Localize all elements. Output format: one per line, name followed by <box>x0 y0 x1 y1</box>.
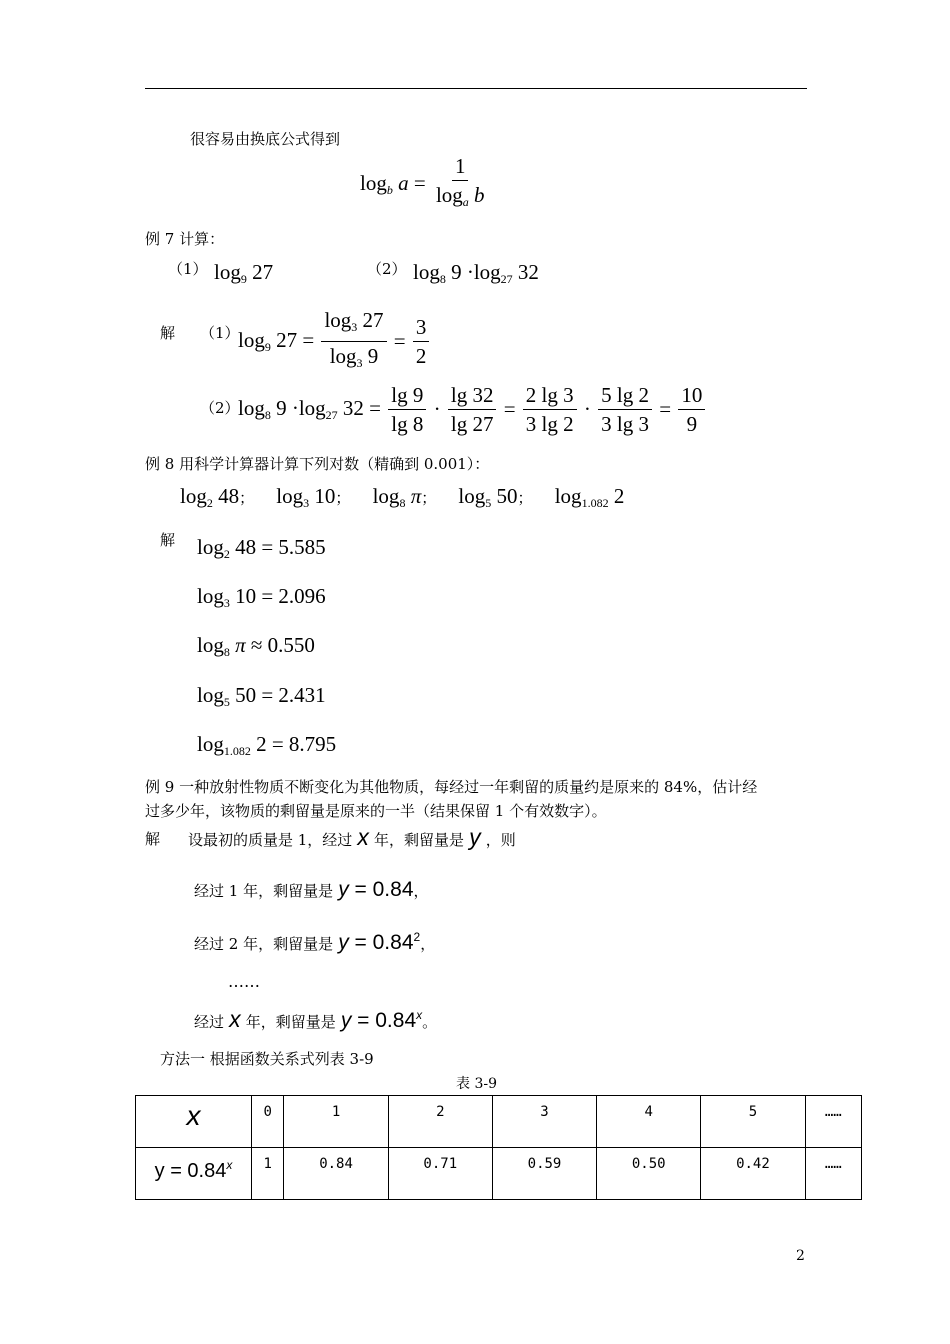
y-cell: 0.50 <box>597 1148 701 1200</box>
result-1: $\log_2 48 = 5.585$ <box>197 535 326 561</box>
x-cell: …… <box>805 1096 861 1148</box>
example-8-title: 例 8 用科学计算器计算下列对数（精确到 0.001）： <box>145 455 490 473</box>
solution-label: 解 <box>160 324 176 342</box>
change-of-base-formula: $\log_b a$ = $\frac{1}{\log_a b}$ <box>360 154 485 209</box>
x-cell: 1 <box>284 1096 388 1148</box>
x-header-cell: x <box>136 1096 252 1148</box>
y-cell: 0.42 <box>701 1148 805 1200</box>
y-cell: 0.59 <box>492 1148 596 1200</box>
ex7-part1-label: （1） <box>168 260 208 278</box>
solution-label-8: 解 <box>160 531 176 549</box>
result-3: $\log_8 \pi \approx 0.550$ <box>197 633 315 659</box>
separator: ； <box>517 489 533 507</box>
table-row-x <box>136 1096 862 1148</box>
result-2: $\log_3 10 = 2.096$ <box>197 584 326 610</box>
ex7-part1-expr: $\log_9 27$ <box>214 260 274 286</box>
after-1-year: 经过 1 年，剩留量是 y = 0.84， <box>194 878 429 901</box>
method-one: 方法一 根据函数关系式列表 3-9 <box>160 1050 374 1068</box>
sol-part1-expr: $\log_9 27$ = $\frac{\log_3 27}{\log_3 9}$ = $\frac{3}{2}$ <box>238 306 431 377</box>
y-cell: 1 <box>252 1148 284 1200</box>
x-cell: 4 <box>597 1096 701 1148</box>
page-number: 2 <box>796 1248 805 1264</box>
x-cell: 2 <box>388 1096 492 1148</box>
y-cell: …… <box>805 1148 861 1200</box>
intro-text: 很容易由换底公式得到 <box>190 130 341 148</box>
ex9-solution-setup: 设最初的质量是 1，经过 x 年，剩留量是 y ，则 <box>188 824 516 850</box>
x-cell: 3 <box>492 1096 596 1148</box>
example-9-line2: 过多少年，该物质的剩留量是原来的一半（结果保留 1 个有效数字）。 <box>145 802 607 820</box>
result-4: $\log_5 50 = 2.431$ <box>197 683 326 709</box>
ex7-part2-expr: $\log_8 9 \cdot\log_{27}$ 32 <box>413 260 539 286</box>
after-2-years: 经过 2 年，剩留量是 $y = 0.84^2$， <box>194 930 436 954</box>
separator: ； <box>421 489 437 507</box>
ellipsis: …… <box>228 972 260 991</box>
table-row-y <box>136 1148 862 1200</box>
y-header-cell: $y = 0.84^x$ <box>136 1148 252 1200</box>
result-5: $\log_{1.082} 2 = 8.795$ <box>197 732 337 758</box>
x-cell: 5 <box>701 1096 805 1148</box>
example-9-line1: 例 9 一种放射性物质不断变化为其他物质，每经过一年剩留的质量约是原来的 84%，估计经 <box>145 778 758 796</box>
after-x-years: 经过 x 年，剩留量是 $y = 0.84^x$。 <box>194 1006 438 1032</box>
ex7-part2-label: （2） <box>367 260 407 278</box>
ex8-expressions: $\log_2 48$； $\log_3 10$； $\log_8 \pi$； $\log_5 50$； $\log_{1.082} 2$ <box>180 484 625 510</box>
sol-part2-expr: $\log_8 9 \cdot\log_{27}$ 32 = $\frac{\lg 9}{\lg 8}$ · $\frac{\lg 32}{\lg 27}$ = $\frac{2 \lg 3}{3 \lg 2}$ · $\frac{5 \lg 2}{3 \lg 3}$ = $\frac{10}{9}$ <box>238 381 707 438</box>
table-caption: 表 3-9 <box>456 1076 497 1092</box>
separator: ； <box>335 489 351 507</box>
header-rule <box>145 88 807 89</box>
y-cell: 0.71 <box>388 1148 492 1200</box>
sol-part2-label: （2） <box>200 399 240 417</box>
x-cell: 0 <box>252 1096 284 1148</box>
separator: ； <box>239 489 255 507</box>
y-cell: 0.84 <box>284 1148 388 1200</box>
example-7-title: 例 7 计算： <box>145 230 225 248</box>
values-table <box>135 1095 862 1200</box>
ex9-solution-label: 解 <box>145 830 161 848</box>
sol-part1-label: （1） <box>200 324 240 342</box>
